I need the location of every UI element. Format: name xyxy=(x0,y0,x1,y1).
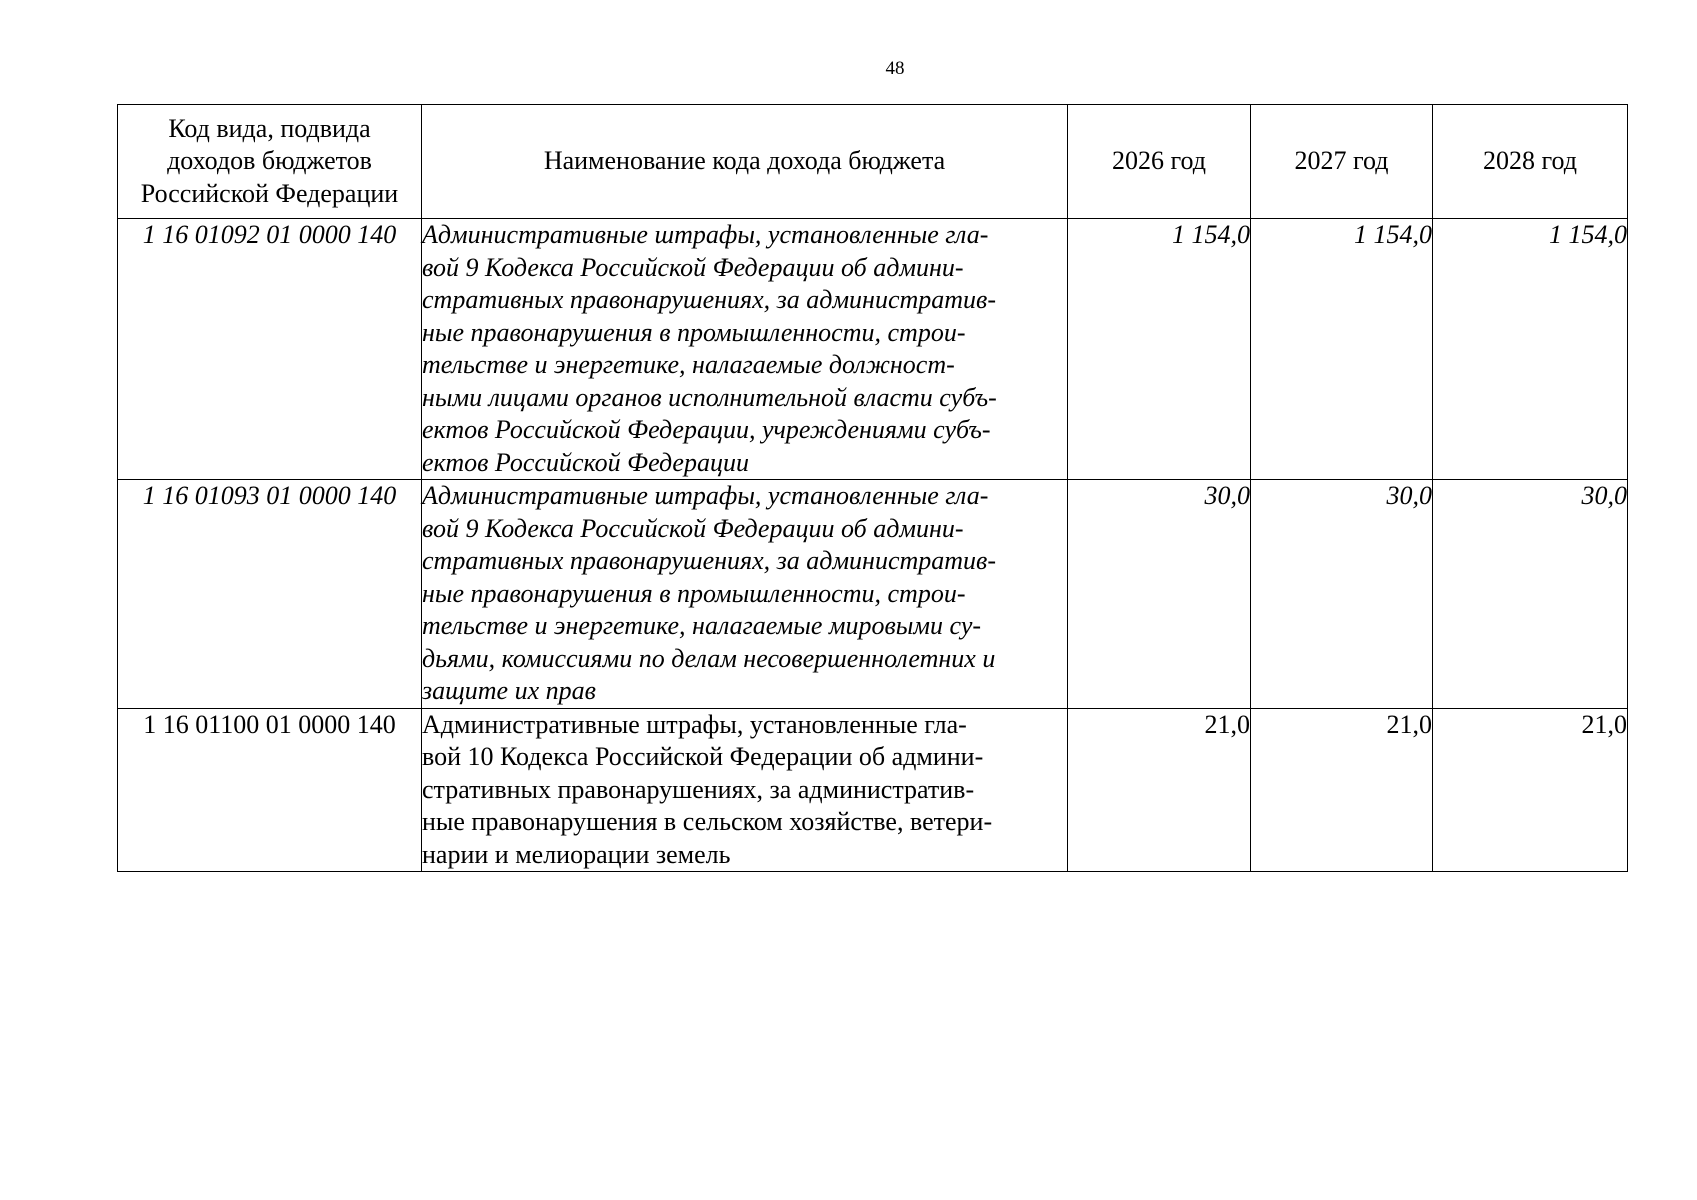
revenue-name-line: ными лицами органов исполнительной власти субъ- xyxy=(422,382,997,412)
revenue-name-line: Административные штрафы, установленные гла- xyxy=(422,709,967,739)
header-code-line-3: Российской Федерации xyxy=(140,178,399,208)
amount-2028: 21,0 xyxy=(1433,708,1628,872)
amount-2028: 30,0 xyxy=(1433,480,1628,709)
amount-2026: 21,0 xyxy=(1068,708,1251,872)
revenue-name-line: защите их прав xyxy=(422,676,596,705)
revenue-name-line: ные правонарушения в сельском хозяйстве, ветери- xyxy=(422,807,993,836)
table-header-row xyxy=(118,105,1628,219)
revenue-name-line: дьями, комиссиями по делам несовершеннолетних и xyxy=(422,643,996,673)
revenue-code: 1 16 01093 01 0000 140 xyxy=(118,480,422,709)
header-code-line-2: доходов бюджетов xyxy=(167,146,372,176)
revenue-name-line: стративных правонарушениях, за административ- xyxy=(422,546,996,575)
revenue-name-line: вой 9 Кодекса Российской Федерации об админи- xyxy=(422,252,964,282)
revenue-name-line: ные правонарушения в промышленности, строи- xyxy=(422,578,966,608)
budget-revenue-table xyxy=(117,104,1628,872)
revenue-name-line: ные правонарушения в промышленности, строи- xyxy=(422,317,966,347)
amount-2027: 21,0 xyxy=(1251,708,1433,872)
header-year-2027: 2027 год xyxy=(1251,105,1433,219)
revenue-name-line: стративных правонарушениях, за административ- xyxy=(422,285,996,314)
revenue-code: 1 16 01100 01 0000 140 xyxy=(118,708,422,872)
revenue-name-line: Административные штрафы, установленные гла- xyxy=(422,481,989,510)
revenue-name-line: тельстве и энергетике, налагаемые должност- xyxy=(422,350,955,379)
revenue-name-line: стративных правонарушениях, за административ- xyxy=(422,774,975,804)
revenue-name-line: нарии и мелиорации земель xyxy=(422,839,731,869)
revenue-name xyxy=(422,480,1068,709)
revenue-name-line: тельстве и энергетике, налагаемые мировыми су- xyxy=(422,611,982,640)
amount-2028: 1 154,0 xyxy=(1433,219,1628,480)
page-number: 48 xyxy=(885,58,905,79)
revenue-name xyxy=(422,708,1068,872)
header-code-line-1: Код вида, подвида xyxy=(168,113,371,143)
header-year-2028: 2028 год xyxy=(1433,105,1628,219)
revenue-name-line: ектов Российской Федерации, учреждениями субъ- xyxy=(422,415,991,444)
revenue-name-line: Административные штрафы, установленные гла- xyxy=(422,220,989,249)
revenue-name-line: вой 9 Кодекса Российской Федерации об админи- xyxy=(422,513,964,543)
amount-2027: 30,0 xyxy=(1251,480,1433,709)
table-row xyxy=(118,708,1628,872)
revenue-name-line: вой 10 Кодекса Российской Федерации об админи- xyxy=(422,742,984,771)
amount-2027: 1 154,0 xyxy=(1251,219,1433,480)
header-code xyxy=(118,105,422,219)
revenue-code: 1 16 01092 01 0000 140 xyxy=(118,219,422,480)
header-year-2026: 2026 год xyxy=(1068,105,1251,219)
table-row xyxy=(118,480,1628,709)
amount-2026: 30,0 xyxy=(1068,480,1251,709)
table-row xyxy=(118,219,1628,480)
revenue-name xyxy=(422,219,1068,480)
revenue-name-line: ектов Российской Федерации xyxy=(422,447,749,477)
amount-2026: 1 154,0 xyxy=(1068,219,1251,480)
header-name: Наименование кода дохода бюджета xyxy=(422,105,1068,219)
